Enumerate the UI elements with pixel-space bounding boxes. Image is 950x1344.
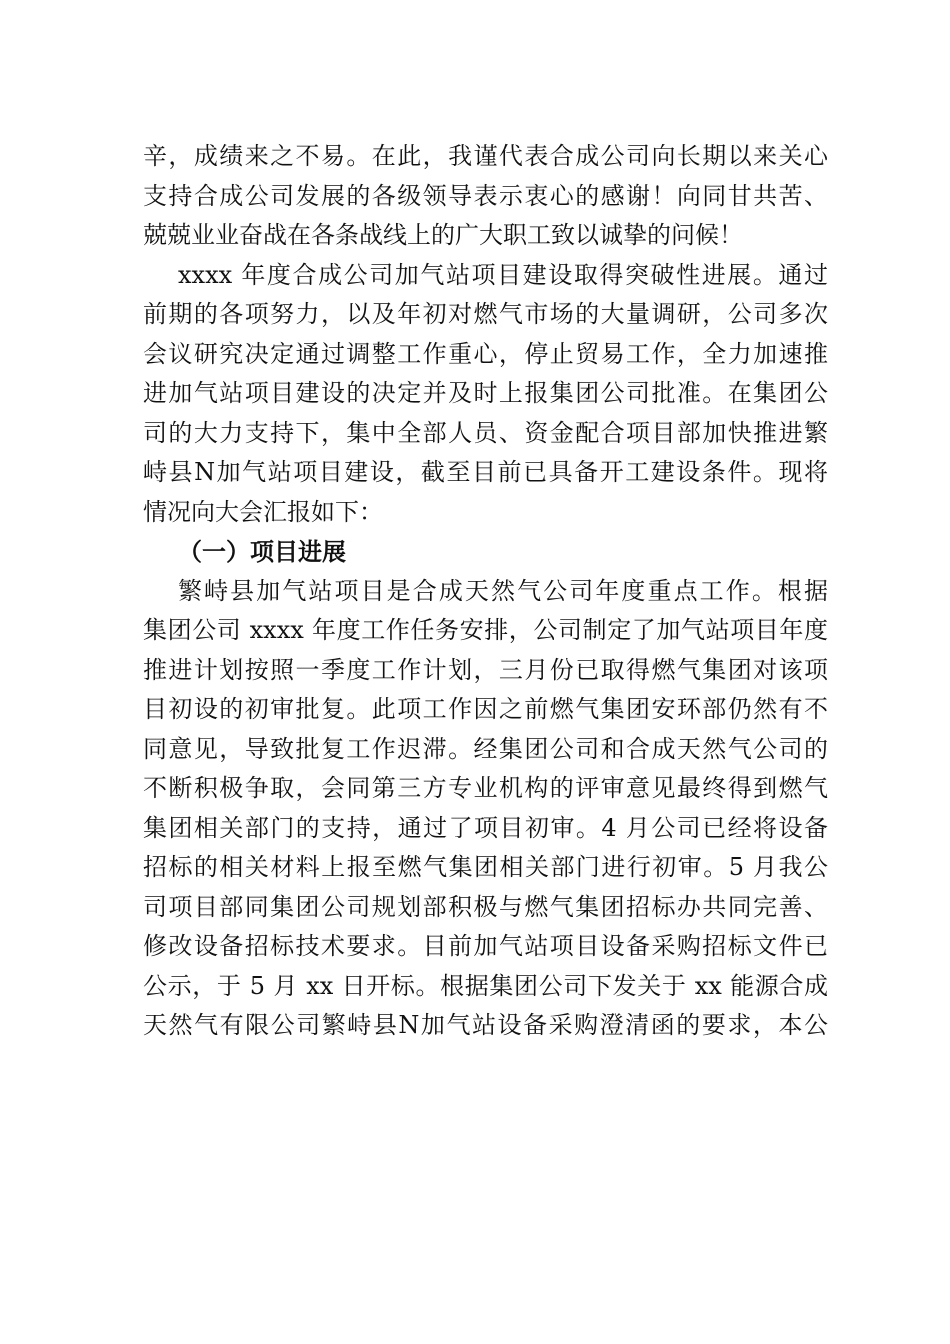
paragraph-line: 目初设的初审批复。此项工作因之前燃气集团安环部仍然有不 [143, 695, 828, 723]
paragraph-line: 支持合成公司发展的各级领导表示衷心的感谢！向同甘共苦、 [143, 181, 828, 210]
paragraph-line: 天然气有限公司繁峙县N加气站设备采购澄清函的要求，本公 [143, 1011, 828, 1039]
paragraph-line: 进加气站项目建设的决定并及时上报集团公司批准。在集团公 [143, 379, 828, 407]
paragraph-line: 招标的相关材料上报至燃气集团相关部门进行初审。5 月我公 [143, 853, 828, 881]
paragraph-first-line: 繁峙县加气站项目是合成天然气公司年度重点工作。根据 [178, 576, 828, 605]
paragraph-line: 修改设备招标技术要求。目前加气站项目设备采购招标文件已 [143, 932, 828, 960]
paragraph-line: 不断积极争取，会同第三方专业机构的评审意见最终得到燃气 [143, 774, 828, 802]
paragraph-line: 司项目部同集团公司规划部积极与燃气集团招标办共同完善、 [143, 892, 828, 921]
paragraph-line: 同意见，导致批复工作迟滞。经集团公司和合成天然气公司的 [143, 734, 828, 763]
paragraph-line: 集团公司 xxxx 年度工作任务安排，公司制定了加气站项目年度 [143, 616, 828, 644]
paragraph-first-line: xxxx 年度合成公司加气站项目建设取得突破性进展。通过 [178, 260, 828, 289]
paragraph-line: 前期的各项努力，以及年初对燃气市场的大量调研，公司多次 [143, 300, 828, 328]
paragraph-line: 情况向大会汇报如下： [143, 497, 383, 526]
paragraph-line: 会议研究决定通过调整工作重心，停止贸易工作，全力加速推 [143, 339, 828, 368]
paragraph-line: 推进计划按照一季度工作计划，三月份已取得燃气集团对该项 [143, 655, 828, 684]
paragraph-line: 兢兢业业奋战在各条战线上的广大职工致以诚挚的问候！ [143, 221, 743, 249]
paragraph-line: 集团相关部门的支持，通过了项目初审。4 月公司已经将设备 [143, 813, 828, 842]
section-heading: （一）项目进展 [178, 537, 346, 566]
body-text [143, 137, 828, 1046]
paragraph-line: 公示，于 5 月 xx 日开标。根据集团公司下发关于 xx 能源合成 [143, 971, 828, 1000]
paragraph-line: 司的大力支持下，集中全部人员、资金配合项目部加快推进繁 [143, 418, 828, 447]
paragraph-line: 峙县N加气站项目建设，截至目前已具备开工建设条件。现将 [143, 458, 828, 486]
paragraph-line: 辛，成绩来之不易。在此，我谨代表合成公司向长期以来关心 [143, 142, 828, 170]
